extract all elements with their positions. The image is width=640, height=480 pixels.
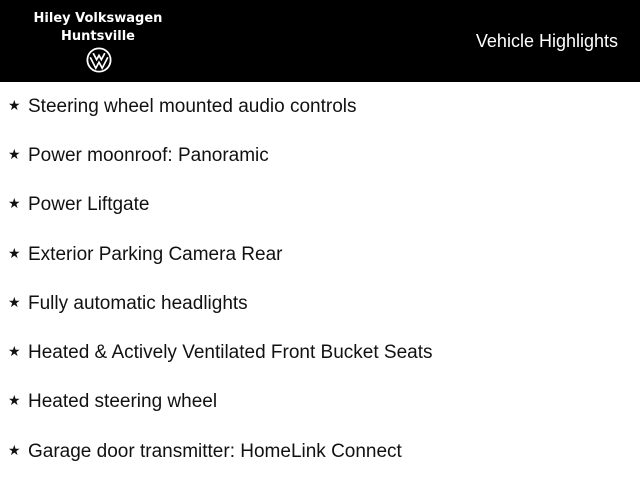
star-icon: ★ bbox=[8, 441, 21, 458]
star-icon: ★ bbox=[8, 195, 21, 212]
dealer-name bbox=[24, 10, 172, 46]
highlight-item bbox=[0, 82, 640, 131]
highlight-item bbox=[0, 378, 640, 427]
highlight-text: Power moonroof: Panoramic bbox=[28, 144, 269, 166]
volkswagen-logo-icon bbox=[86, 47, 112, 73]
star-icon: ★ bbox=[8, 96, 21, 113]
highlight-text: Exterior Parking Camera Rear bbox=[28, 243, 283, 265]
highlight-item bbox=[0, 279, 640, 328]
dealer-name-line2: Huntsville bbox=[60, 29, 135, 44]
highlight-item bbox=[0, 131, 640, 180]
highlight-text: Heated & Actively Ventilated Front Bucket Seats bbox=[28, 342, 433, 364]
highlight-item bbox=[0, 181, 640, 230]
highlights-list bbox=[0, 82, 640, 476]
highlight-text: Fully automatic headlights bbox=[28, 292, 248, 314]
highlight-item bbox=[0, 427, 640, 476]
highlight-item bbox=[0, 230, 640, 279]
star-icon: ★ bbox=[8, 293, 21, 310]
star-icon: ★ bbox=[8, 244, 21, 261]
highlight-text: Power Liftgate bbox=[28, 194, 150, 216]
highlight-text: Steering wheel mounted audio controls bbox=[28, 95, 357, 117]
highlight-text: Heated steering wheel bbox=[28, 391, 218, 413]
star-icon: ★ bbox=[8, 145, 21, 162]
dealer-name-line1: Hiley Volkswagen bbox=[33, 11, 163, 26]
page-title: Vehicle Highlights bbox=[475, 31, 618, 51]
highlight-item bbox=[0, 328, 640, 377]
header-banner bbox=[0, 0, 640, 82]
highlight-text: Garage door transmitter: HomeLink Connect bbox=[28, 440, 402, 462]
star-icon: ★ bbox=[8, 343, 21, 360]
star-icon: ★ bbox=[8, 392, 21, 409]
